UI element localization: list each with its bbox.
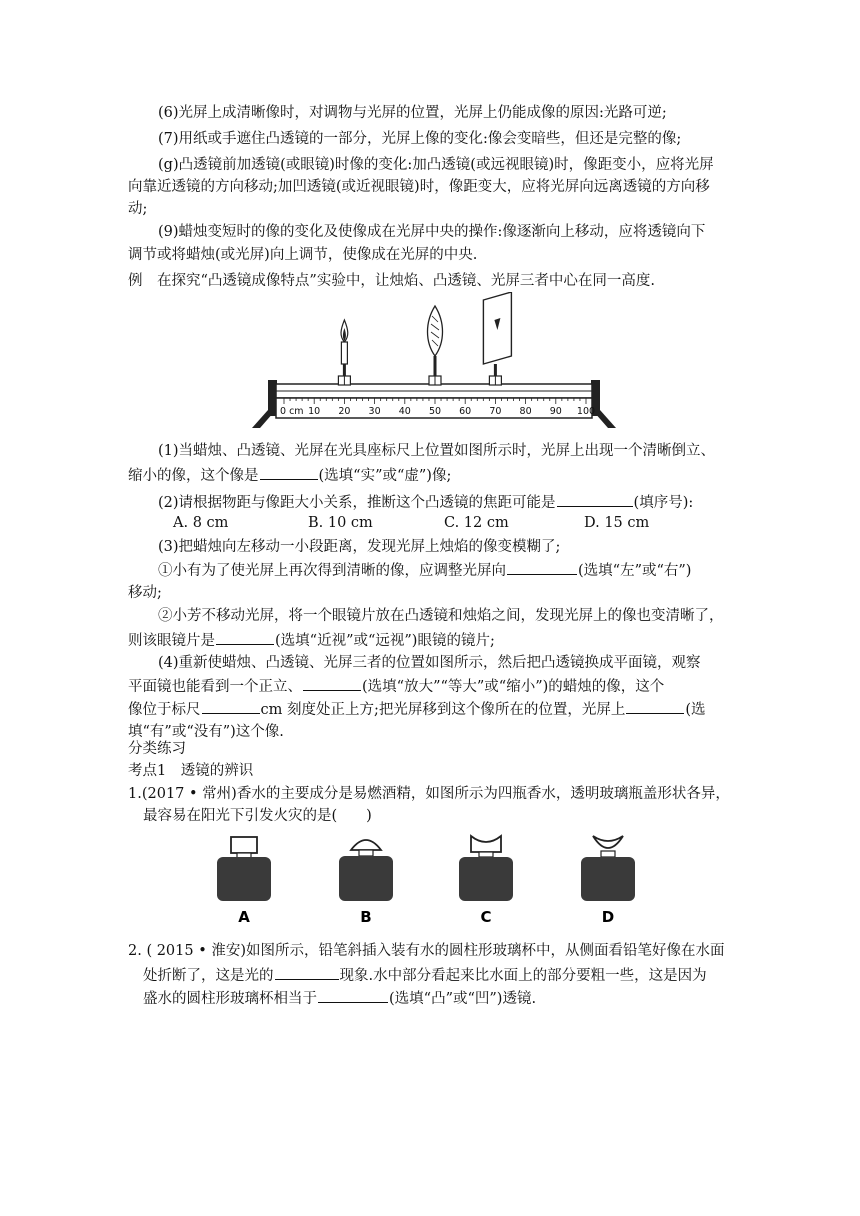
text-line: 动; xyxy=(128,201,148,217)
ruler-tick-label: 10 xyxy=(308,406,321,417)
question-4-text: 像位于标尺 xyxy=(128,702,201,718)
problem-2-line xyxy=(143,988,536,1009)
question-4-line xyxy=(128,699,706,720)
option-a: A. 8 cm xyxy=(173,515,229,531)
question-3a-text: ①小有为了使光屏上再次得到清晰的像，应调整光屏向 xyxy=(158,563,506,579)
question-3b-line xyxy=(128,630,495,651)
ruler-tick-label: 40 xyxy=(398,406,411,417)
problem-2-line: 2. ( 2015 • 淮安)如图所示，铅笔斜插入装有水的圆柱形玻璃杯中，从侧面看铅笔好像在水面 xyxy=(128,943,725,959)
left-support xyxy=(252,380,277,428)
text-line: 调节或将蜡烛(或光屏)向上调节，使像成在光屏的中央. xyxy=(128,247,478,263)
ruler-tick-label: 80 xyxy=(519,406,532,417)
right-support xyxy=(591,380,616,428)
bottle-c xyxy=(459,836,513,901)
answer-blank[interactable] xyxy=(303,676,361,691)
ruler-tick-label: 100 xyxy=(576,406,596,417)
bottle-label: D xyxy=(601,908,615,926)
text-line: 向靠近透镜的方向移动;加凹透镜(或近视眼镜)时，像距变大，应将光屏向远离透镜的方向移 xyxy=(128,179,710,195)
answer-blank[interactable] xyxy=(507,560,577,575)
ruler-tick-label: 20 xyxy=(338,406,351,417)
question-3b-line: ②小芳不移动光屏，将一个眼镜片放在凸透镜和烛焰之间，发现光屏上的像也变清晰了， xyxy=(158,608,724,624)
question-3b-text: (选填“近视”或“远视”)眼镜的镜片; xyxy=(275,633,495,649)
question-4-line: (4)重新使蜡烛、凸透镜、光屏三者的位置如图所示，然后把凸透镜换成平面镜，观察 xyxy=(158,655,701,671)
question-4-line: 填“有”或“没有”)这个像. xyxy=(128,724,284,740)
ruler-tick-label: 70 xyxy=(489,406,502,417)
answer-blank[interactable] xyxy=(626,699,684,714)
question-2-text: (2)请根据物距与像距大小关系，推断这个凸透镜的焦距可能是 xyxy=(158,495,556,511)
answer-blank[interactable] xyxy=(216,630,274,645)
problem-2-text: 盛水的圆柱形玻璃杯相当于 xyxy=(143,991,317,1007)
question-2-line xyxy=(158,492,693,513)
bottle-d xyxy=(581,836,635,901)
example-intro: 例 在探究“凸透镜成像特点”实验中，让烛焰、凸透镜、光屏三者中心在同一高度. xyxy=(128,273,655,289)
question-4-line xyxy=(128,676,664,697)
section-title: 分类练习 xyxy=(128,741,186,757)
ruler-tick-label: 90 xyxy=(549,406,562,417)
ruler-tick-label: 60 xyxy=(459,406,472,417)
option-c: C. 12 cm xyxy=(444,515,509,531)
answer-blank[interactable] xyxy=(202,699,260,714)
question-1-text: 缩小的像，这个像是 xyxy=(128,468,259,484)
question-3a-line: 移动; xyxy=(128,585,162,601)
bottle-b xyxy=(339,840,393,901)
question-3-line: (3)把蜡烛向左移动一小段距离，发现光屏上烛焰的像变模糊了; xyxy=(158,539,561,555)
answer-blank[interactable] xyxy=(318,988,388,1003)
problem-1-line: 1.(2017 • 常州)香水的主要成分是易燃酒精，如图所示为四瓶香水，透明玻璃瓶盖形状各异， xyxy=(128,786,730,802)
answer-blank[interactable] xyxy=(260,465,318,480)
problem-2-line xyxy=(143,965,707,986)
question-3a-line xyxy=(158,560,691,581)
bottle-label: A xyxy=(238,908,250,926)
question-3b-text: 则该眼镜片是 xyxy=(128,633,215,649)
ruler-tick-label: 30 xyxy=(368,406,381,417)
knowledge-point-title: 考点1 透镜的辨识 xyxy=(128,763,254,779)
bottle-label: C xyxy=(480,908,492,926)
question-1-text: (选填“实”或“虚”)像; xyxy=(318,468,452,484)
bottle-a xyxy=(217,837,271,901)
text-line: (9)蜡烛变短时的像的变化及使像成在光屏中央的操作:像逐渐向上移动，应将透镜向下 xyxy=(158,224,706,240)
light-screen xyxy=(483,292,511,385)
problem-2-text: 处折断了，这是光的 xyxy=(143,968,274,984)
text-line: (g)凸透镜前加透镜(或眼镜)时像的变化:加凸透镜(或远视眼镜)时，像距变小，应将光屏 xyxy=(158,157,714,173)
option-d: D. 15 cm xyxy=(584,515,650,531)
convex-lens xyxy=(428,306,443,385)
question-4-text: (选填“放大”“等大”或“缩小”)的蜡烛的像，这个 xyxy=(362,679,665,695)
question-2-text: (填序号): xyxy=(633,495,694,511)
question-3a-text: (选填“左”或“右”) xyxy=(578,563,692,579)
question-1-line: (1)当蜡烛、凸透镜、光屏在光具座标尺上位置如图所示时，光屏上出现一个清晰倒立、 xyxy=(158,443,716,459)
problem-2-text: (选填“凸”或“凹”)透镜. xyxy=(389,991,537,1007)
question-4-text: (选 xyxy=(685,702,706,718)
candle xyxy=(338,320,350,385)
perfume-bottles-figure xyxy=(200,828,670,930)
optical-bench-figure xyxy=(248,292,620,432)
answer-blank[interactable] xyxy=(557,492,633,507)
question-4-text: 平面镜也能看到一个正立、 xyxy=(128,679,302,695)
ruler-tick-label: 0 cm xyxy=(280,406,304,417)
bottle-label: B xyxy=(360,908,372,926)
option-b: B. 10 cm xyxy=(308,515,373,531)
ruler-tick-label: 50 xyxy=(428,406,442,417)
text-line: (6)光屏上成清晰像时，对调物与光屏的位置，光屏上仍能成像的原因:光路可逆; xyxy=(158,105,667,121)
answer-blank[interactable] xyxy=(275,965,339,980)
question-1-line xyxy=(128,465,451,486)
text-line: (7)用纸或手遮住凸透镜的一部分，光屏上像的变化:像会变暗些，但还是完整的像; xyxy=(158,131,682,147)
problem-2-text: 现象.水中部分看起来比水面上的部分要粗一些，这是因为 xyxy=(339,968,707,984)
question-4-text: cm 刻度处正上方;把光屏移到这个像所在的位置，光屏上 xyxy=(260,702,626,718)
problem-1-line: 最容易在阳光下引发火灾的是( ) xyxy=(143,808,372,824)
